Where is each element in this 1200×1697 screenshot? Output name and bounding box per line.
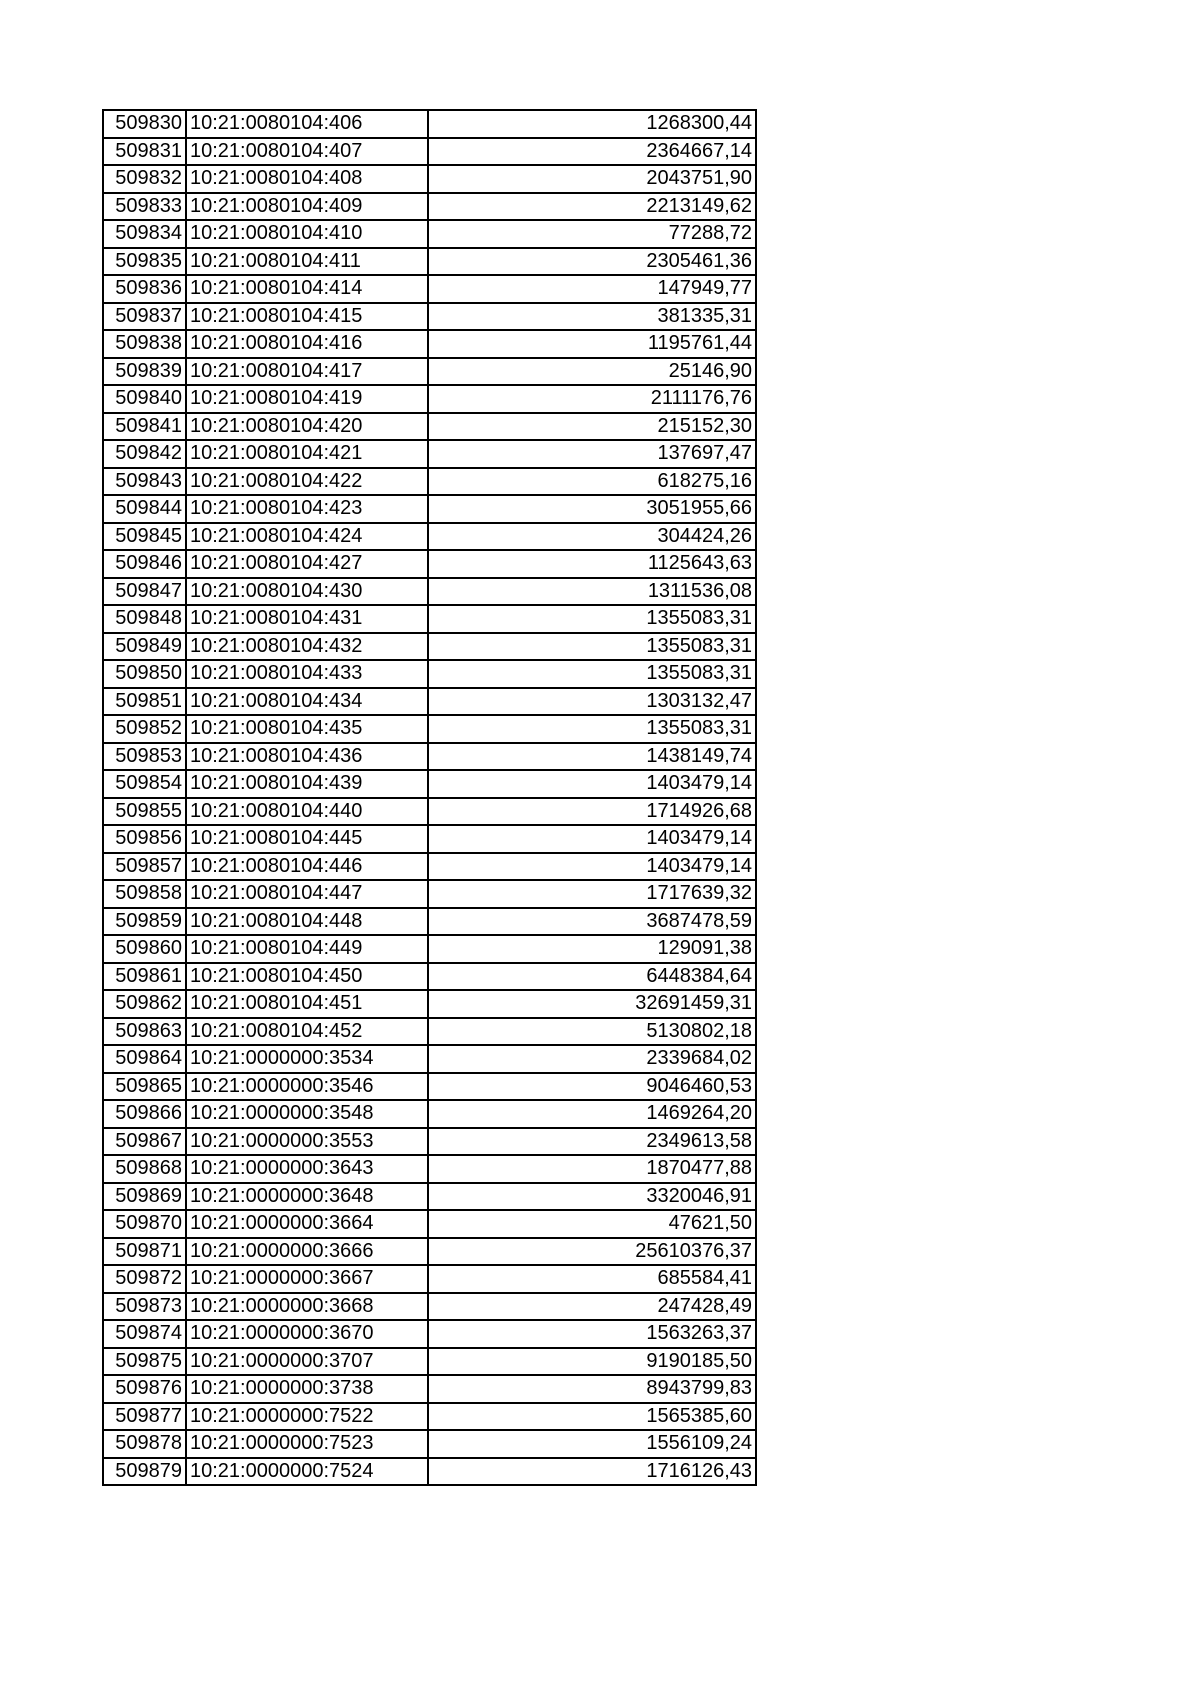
table-row (103, 550, 756, 578)
table-row (103, 1155, 756, 1183)
table-row (103, 495, 756, 523)
table-row (103, 770, 756, 798)
cadastral-number-cell: 10:21:0000000:3664 (186, 1210, 428, 1238)
table-row (103, 743, 756, 771)
row-id-cell: 509838 (103, 330, 186, 358)
value-cell: 1355083,31 (428, 660, 756, 688)
cadastral-number-cell: 10:21:0000000:3666 (186, 1238, 428, 1266)
row-id-cell: 509843 (103, 468, 186, 496)
table-row (103, 468, 756, 496)
row-id-cell: 509852 (103, 715, 186, 743)
value-cell: 1355083,31 (428, 715, 756, 743)
row-id-cell: 509849 (103, 633, 186, 661)
value-cell: 2339684,02 (428, 1045, 756, 1073)
row-id-cell: 509851 (103, 688, 186, 716)
table-row (103, 1073, 756, 1101)
value-cell: 1403479,14 (428, 853, 756, 881)
row-id-cell: 509832 (103, 165, 186, 193)
value-cell: 1303132,47 (428, 688, 756, 716)
cadastral-number-cell: 10:21:0080104:419 (186, 385, 428, 413)
cadastral-number-cell: 10:21:0000000:3670 (186, 1320, 428, 1348)
row-id-cell: 509864 (103, 1045, 186, 1073)
row-id-cell: 509837 (103, 303, 186, 331)
cadastral-number-cell: 10:21:0000000:7523 (186, 1430, 428, 1458)
value-cell: 3687478,59 (428, 908, 756, 936)
table-row (103, 358, 756, 386)
cadastral-number-cell: 10:21:0080104:447 (186, 880, 428, 908)
table-row (103, 825, 756, 853)
cadastral-number-cell: 10:21:0080104:420 (186, 413, 428, 441)
cadastral-value-table (102, 109, 757, 1486)
cadastral-number-cell: 10:21:0080104:406 (186, 110, 428, 138)
value-cell: 6448384,64 (428, 963, 756, 991)
table-row (103, 413, 756, 441)
value-cell: 304424,26 (428, 523, 756, 551)
value-cell: 1717639,32 (428, 880, 756, 908)
table-row (103, 330, 756, 358)
value-cell: 381335,31 (428, 303, 756, 331)
cadastral-number-cell: 10:21:0000000:3667 (186, 1265, 428, 1293)
table-row (103, 220, 756, 248)
table-row (103, 523, 756, 551)
cadastral-number-cell: 10:21:0080104:414 (186, 275, 428, 303)
row-id-cell: 509870 (103, 1210, 186, 1238)
value-cell: 5130802,18 (428, 1018, 756, 1046)
value-cell: 1311536,08 (428, 578, 756, 606)
value-cell: 2043751,90 (428, 165, 756, 193)
table-row (103, 660, 756, 688)
table-row (103, 1320, 756, 1348)
row-id-cell: 509847 (103, 578, 186, 606)
table-row (103, 440, 756, 468)
row-id-cell: 509848 (103, 605, 186, 633)
row-id-cell: 509836 (103, 275, 186, 303)
value-cell: 2364667,14 (428, 138, 756, 166)
cadastral-number-cell: 10:21:0080104:433 (186, 660, 428, 688)
value-cell: 1125643,63 (428, 550, 756, 578)
cadastral-number-cell: 10:21:0080104:431 (186, 605, 428, 633)
value-cell: 1556109,24 (428, 1430, 756, 1458)
table-row (103, 1293, 756, 1321)
cadastral-number-cell: 10:21:0080104:451 (186, 990, 428, 1018)
cadastral-number-cell: 10:21:0000000:3668 (186, 1293, 428, 1321)
row-id-cell: 509872 (103, 1265, 186, 1293)
table-row (103, 110, 756, 138)
table-row (103, 605, 756, 633)
row-id-cell: 509865 (103, 1073, 186, 1101)
row-id-cell: 509855 (103, 798, 186, 826)
row-id-cell: 509876 (103, 1375, 186, 1403)
value-cell: 1563263,37 (428, 1320, 756, 1348)
table-row (103, 1238, 756, 1266)
value-cell: 685584,41 (428, 1265, 756, 1293)
value-cell: 1268300,44 (428, 110, 756, 138)
table-row (103, 1348, 756, 1376)
cadastral-number-cell: 10:21:0080104:452 (186, 1018, 428, 1046)
cadastral-number-cell: 10:21:0000000:3553 (186, 1128, 428, 1156)
row-id-cell: 509873 (103, 1293, 186, 1321)
table-row (103, 715, 756, 743)
cadastral-number-cell: 10:21:0080104:423 (186, 495, 428, 523)
table-row (103, 1265, 756, 1293)
table-row (103, 633, 756, 661)
row-id-cell: 509831 (103, 138, 186, 166)
value-cell: 1403479,14 (428, 770, 756, 798)
value-cell: 3320046,91 (428, 1183, 756, 1211)
table-row (103, 963, 756, 991)
table-row (103, 248, 756, 276)
table-row (103, 1375, 756, 1403)
row-id-cell: 509860 (103, 935, 186, 963)
row-id-cell: 509834 (103, 220, 186, 248)
table-row (103, 193, 756, 221)
value-cell: 1565385,60 (428, 1403, 756, 1431)
value-cell: 47621,50 (428, 1210, 756, 1238)
cadastral-number-cell: 10:21:0080104:422 (186, 468, 428, 496)
row-id-cell: 509841 (103, 413, 186, 441)
table-row (103, 1045, 756, 1073)
row-id-cell: 509853 (103, 743, 186, 771)
cadastral-number-cell: 10:21:0000000:3707 (186, 1348, 428, 1376)
value-cell: 215152,30 (428, 413, 756, 441)
value-cell: 25610376,37 (428, 1238, 756, 1266)
row-id-cell: 509858 (103, 880, 186, 908)
cadastral-number-cell: 10:21:0080104:450 (186, 963, 428, 991)
row-id-cell: 509874 (103, 1320, 186, 1348)
cadastral-number-cell: 10:21:0080104:411 (186, 248, 428, 276)
row-id-cell: 509839 (103, 358, 186, 386)
cadastral-number-cell: 10:21:0080104:436 (186, 743, 428, 771)
value-cell: 77288,72 (428, 220, 756, 248)
table-row (103, 990, 756, 1018)
cadastral-number-cell: 10:21:0080104:445 (186, 825, 428, 853)
table-row (103, 1018, 756, 1046)
table-row (103, 935, 756, 963)
table-row (103, 1128, 756, 1156)
value-cell: 1355083,31 (428, 633, 756, 661)
value-cell: 618275,16 (428, 468, 756, 496)
table-row (103, 908, 756, 936)
cadastral-number-cell: 10:21:0000000:3534 (186, 1045, 428, 1073)
row-id-cell: 509846 (103, 550, 186, 578)
row-id-cell: 509866 (103, 1100, 186, 1128)
cadastral-number-cell: 10:21:0080104:435 (186, 715, 428, 743)
cadastral-number-cell: 10:21:0000000:7524 (186, 1458, 428, 1486)
cadastral-number-cell: 10:21:0080104:417 (186, 358, 428, 386)
row-id-cell: 509857 (103, 853, 186, 881)
value-cell: 1714926,68 (428, 798, 756, 826)
cadastral-number-cell: 10:21:0080104:434 (186, 688, 428, 716)
cadastral-number-cell: 10:21:0080104:440 (186, 798, 428, 826)
row-id-cell: 509854 (103, 770, 186, 798)
table-row (103, 688, 756, 716)
value-cell: 1438149,74 (428, 743, 756, 771)
cadastral-number-cell: 10:21:0080104:446 (186, 853, 428, 881)
row-id-cell: 509844 (103, 495, 186, 523)
row-id-cell: 509859 (103, 908, 186, 936)
value-cell: 1403479,14 (428, 825, 756, 853)
row-id-cell: 509871 (103, 1238, 186, 1266)
row-id-cell: 509877 (103, 1403, 186, 1431)
cadastral-number-cell: 10:21:0080104:430 (186, 578, 428, 606)
value-cell: 1870477,88 (428, 1155, 756, 1183)
cadastral-number-cell: 10:21:0000000:3643 (186, 1155, 428, 1183)
row-id-cell: 509840 (103, 385, 186, 413)
row-id-cell: 509862 (103, 990, 186, 1018)
value-cell: 9190185,50 (428, 1348, 756, 1376)
cadastral-number-cell: 10:21:0000000:7522 (186, 1403, 428, 1431)
row-id-cell: 509867 (103, 1128, 186, 1156)
table-row (103, 1430, 756, 1458)
value-cell: 25146,90 (428, 358, 756, 386)
value-cell: 247428,49 (428, 1293, 756, 1321)
row-id-cell: 509879 (103, 1458, 186, 1486)
value-cell: 8943799,83 (428, 1375, 756, 1403)
value-cell: 3051955,66 (428, 495, 756, 523)
table-row (103, 578, 756, 606)
cadastral-number-cell: 10:21:0080104:421 (186, 440, 428, 468)
row-id-cell: 509850 (103, 660, 186, 688)
cadastral-number-cell: 10:21:0080104:407 (186, 138, 428, 166)
table-row (103, 798, 756, 826)
value-cell: 147949,77 (428, 275, 756, 303)
value-cell: 137697,47 (428, 440, 756, 468)
row-id-cell: 509845 (103, 523, 186, 551)
value-cell: 32691459,31 (428, 990, 756, 1018)
table-row (103, 165, 756, 193)
table-row (103, 1458, 756, 1486)
cadastral-number-cell: 10:21:0080104:408 (186, 165, 428, 193)
row-id-cell: 509861 (103, 963, 186, 991)
value-cell: 1716126,43 (428, 1458, 756, 1486)
row-id-cell: 509869 (103, 1183, 186, 1211)
cadastral-number-cell: 10:21:0000000:3738 (186, 1375, 428, 1403)
value-cell: 1469264,20 (428, 1100, 756, 1128)
table-row (103, 880, 756, 908)
cadastral-number-cell: 10:21:0080104:439 (186, 770, 428, 798)
cadastral-number-cell: 10:21:0080104:432 (186, 633, 428, 661)
cadastral-number-cell: 10:21:0080104:449 (186, 935, 428, 963)
table-row (103, 1403, 756, 1431)
table-row (103, 1210, 756, 1238)
table-row (103, 275, 756, 303)
cadastral-number-cell: 10:21:0000000:3648 (186, 1183, 428, 1211)
cadastral-number-cell: 10:21:0000000:3548 (186, 1100, 428, 1128)
row-id-cell: 509842 (103, 440, 186, 468)
value-cell: 2305461,36 (428, 248, 756, 276)
row-id-cell: 509856 (103, 825, 186, 853)
table-row (103, 303, 756, 331)
table-row (103, 385, 756, 413)
value-cell: 129091,38 (428, 935, 756, 963)
cadastral-number-cell: 10:21:0080104:448 (186, 908, 428, 936)
table-row (103, 1183, 756, 1211)
value-cell: 9046460,53 (428, 1073, 756, 1101)
table-row (103, 138, 756, 166)
row-id-cell: 509863 (103, 1018, 186, 1046)
value-cell: 1355083,31 (428, 605, 756, 633)
table-row (103, 853, 756, 881)
value-cell: 2111176,76 (428, 385, 756, 413)
value-cell: 2213149,62 (428, 193, 756, 221)
row-id-cell: 509868 (103, 1155, 186, 1183)
row-id-cell: 509835 (103, 248, 186, 276)
value-cell: 1195761,44 (428, 330, 756, 358)
cadastral-number-cell: 10:21:0080104:410 (186, 220, 428, 248)
cadastral-number-cell: 10:21:0000000:3546 (186, 1073, 428, 1101)
cadastral-number-cell: 10:21:0080104:424 (186, 523, 428, 551)
row-id-cell: 509875 (103, 1348, 186, 1376)
value-cell: 2349613,58 (428, 1128, 756, 1156)
cadastral-number-cell: 10:21:0080104:415 (186, 303, 428, 331)
table-row (103, 1100, 756, 1128)
row-id-cell: 509830 (103, 110, 186, 138)
cadastral-number-cell: 10:21:0080104:416 (186, 330, 428, 358)
table-body (103, 110, 756, 1485)
cadastral-number-cell: 10:21:0080104:409 (186, 193, 428, 221)
cadastral-number-cell: 10:21:0080104:427 (186, 550, 428, 578)
row-id-cell: 509878 (103, 1430, 186, 1458)
row-id-cell: 509833 (103, 193, 186, 221)
